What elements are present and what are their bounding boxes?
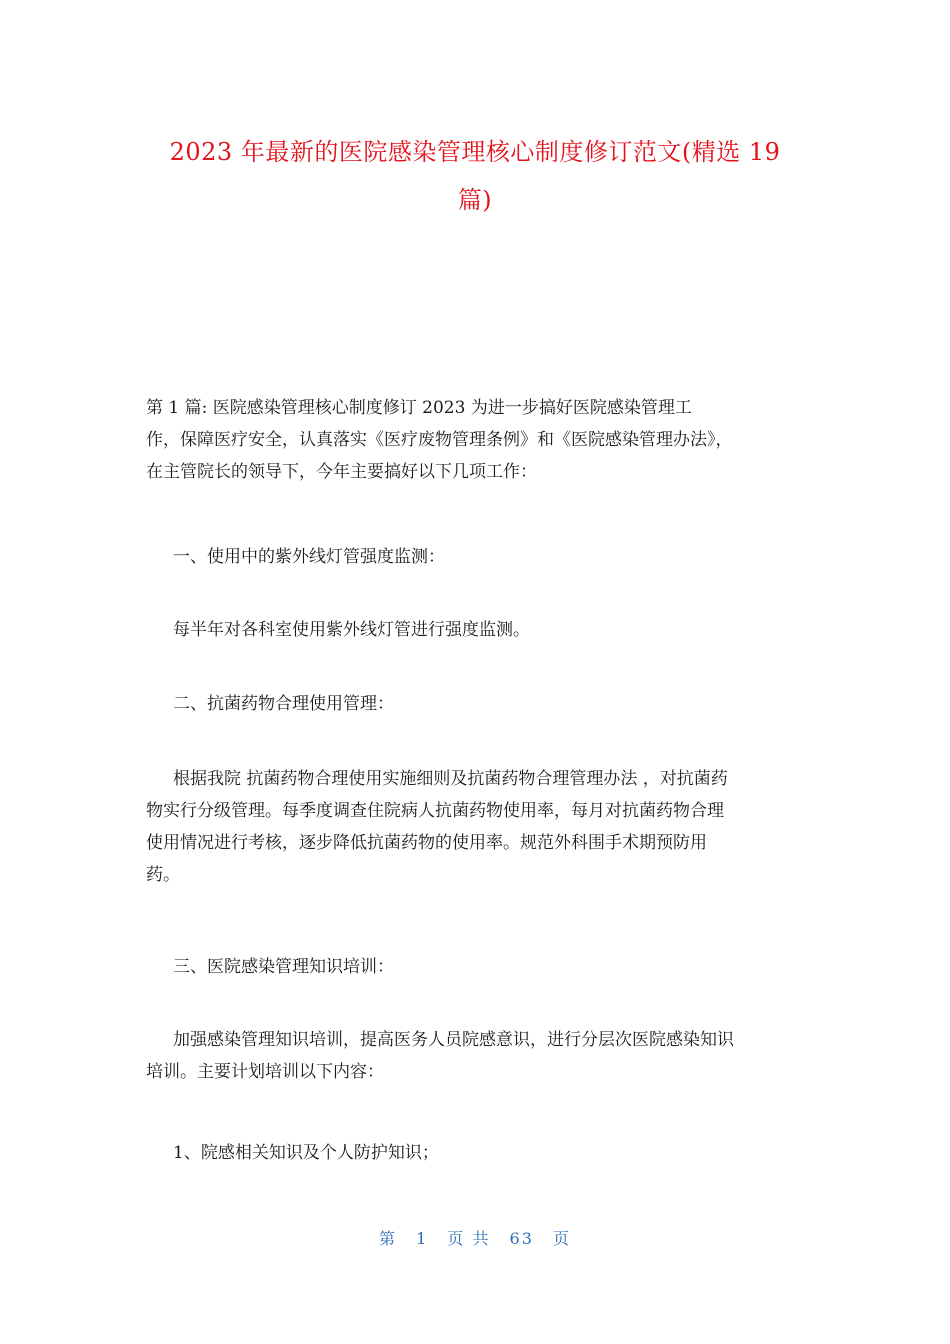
paragraph-line: 使用情况进行考核，逐步降低抗菌药物的使用率。规范外科围手术期预防用 — [146, 833, 707, 853]
paragraph-line: 药。 — [146, 865, 180, 885]
list-item — [146, 1137, 810, 1169]
paragraph-line: 加强感染管理知识培训，提高医务人员院感意识，进行分层次医院感染知识 — [173, 1030, 734, 1050]
section-heading-2 — [146, 688, 810, 720]
section-heading-1 — [146, 541, 810, 573]
paragraph-line: 一、使用中的紫外线灯管强度监测： — [173, 547, 445, 567]
paragraph-line: 三、医院感染管理知识培训： — [173, 957, 394, 977]
footer-middle: 页 共 — [447, 1229, 491, 1248]
paragraph-line: 培训。主要计划培训以下内容： — [146, 1062, 384, 1082]
paragraph-training — [146, 1024, 810, 1088]
paragraph-line: 第 1 篇: 医院感染管理核心制度修订 2023 为进一步搞好医院感染管理工 — [146, 398, 692, 418]
paragraph-line: 根据我院 抗菌药物合理使用实施细则及抗菌药物合理管理办法 ，对抗菌药 — [173, 769, 728, 789]
paragraph-line: 二、抗菌药物合理使用管理： — [173, 694, 394, 714]
page-footer — [0, 1226, 950, 1249]
footer-total-pages: 63 — [509, 1229, 534, 1248]
paragraph-line: 在主管院长的领导下，今年主要搞好以下几项工作： — [146, 462, 537, 482]
footer-suffix: 页 — [553, 1229, 572, 1248]
paragraph-line: 每半年对各科室使用紫外线灯管进行强度监测。 — [173, 620, 530, 640]
footer-prefix: 第 — [378, 1229, 397, 1248]
paragraph-line: 1、院感相关知识及个人防护知识； — [173, 1143, 439, 1163]
document-title-line-1: 2023 年最新的医院感染管理核心制度修订范文(精选 19 — [169, 138, 781, 166]
paragraph-line: 作，保障医疗安全，认真落实《医疗废物管理条例》和《医院感染管理办法》， — [146, 430, 733, 450]
document-title-line-2: 篇) — [457, 186, 493, 214]
paragraph-antibiotics — [146, 763, 810, 891]
paragraph-line: 物实行分级管理。每季度调查住院病人抗菌药物使用率，每月对抗菌药物合理 — [146, 801, 724, 821]
paragraph-intro — [146, 392, 810, 488]
footer-page-number: 1 — [416, 1229, 429, 1248]
paragraph-uv-monitoring — [146, 614, 810, 646]
section-heading-3 — [146, 951, 810, 983]
